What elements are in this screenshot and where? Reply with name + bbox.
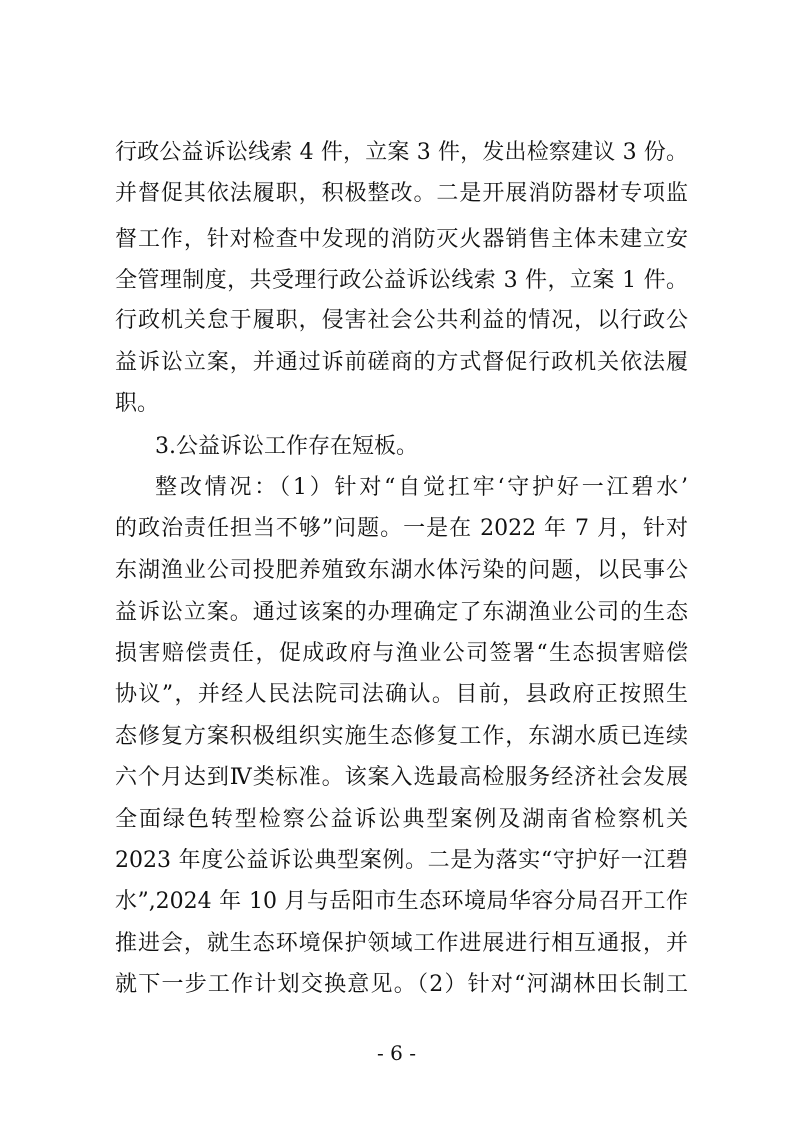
body-text-line: 就下一步工作计划交换意见。（2）针对“河湖林田长制工 <box>115 972 688 997</box>
section-heading: 3.公益诉讼工作存在短板。 <box>155 434 418 459</box>
body-text-line: 职。 <box>115 391 160 416</box>
body-text-line: 并督促其依法履职，积极整改。二是开展消防器材专项监 <box>115 181 688 206</box>
body-text-line: 态修复方案积极组织实施生态修复工作，东湖水质已连续 <box>115 724 688 749</box>
body-text-line: 益诉讼立案。通过该案的办理确定了东湖渔业公司的生态 <box>115 600 688 625</box>
body-text-line: 全面绿色转型检察公益诉讼典型案例及湖南省检察机关 <box>115 807 688 832</box>
body-text-line: 东湖渔业公司投肥养殖致东湖水体污染的问题，以民事公 <box>115 558 688 583</box>
body-text-line: 2023 年度公益诉讼典型案例。二是为落实“守护好一江碧 <box>115 848 688 873</box>
body-text-line: 整改情况：（1）针对“自觉扛牢‘守护好一江碧水’ <box>155 475 688 500</box>
body-text-line: 督工作，针对检查中发现的消防灭火器销售主体未建立安 <box>115 227 688 252</box>
body-text-line: 行政公益诉讼线索 4 件，立案 3 件，发出检察建议 3 份。 <box>115 140 688 165</box>
page-number: - 6 - <box>377 1041 416 1065</box>
body-text-line: 协议”，并经人民法院司法确认。目前，县政府正按照生 <box>115 682 688 707</box>
body-text-line: 益诉讼立案，并通过诉前磋商的方式督促行政机关依法履 <box>115 350 688 375</box>
body-text-line: 六个月达到Ⅳ类标准。该案入选最高检服务经济社会发展 <box>115 765 688 790</box>
body-text-line: 行政机关怠于履职，侵害社会公共利益的情况，以行政公 <box>115 308 688 333</box>
body-text-line: 水”,2024 年 10 月与岳阳市生态环境局华容分局召开工作 <box>115 889 688 914</box>
body-text-line: 损害赔偿责任，促成政府与渔业公司签署“生态损害赔偿 <box>115 641 688 666</box>
body-text-line: 全管理制度，共受理行政公益诉讼线索 3 件，立案 1 件。 <box>115 268 688 293</box>
body-text-line: 的政治责任担当不够”问题。一是在 2022 年 7 月，针对 <box>115 516 688 541</box>
body-text-line: 推进会，就生态环境保护领域工作进展进行相互通报，并 <box>115 931 688 956</box>
